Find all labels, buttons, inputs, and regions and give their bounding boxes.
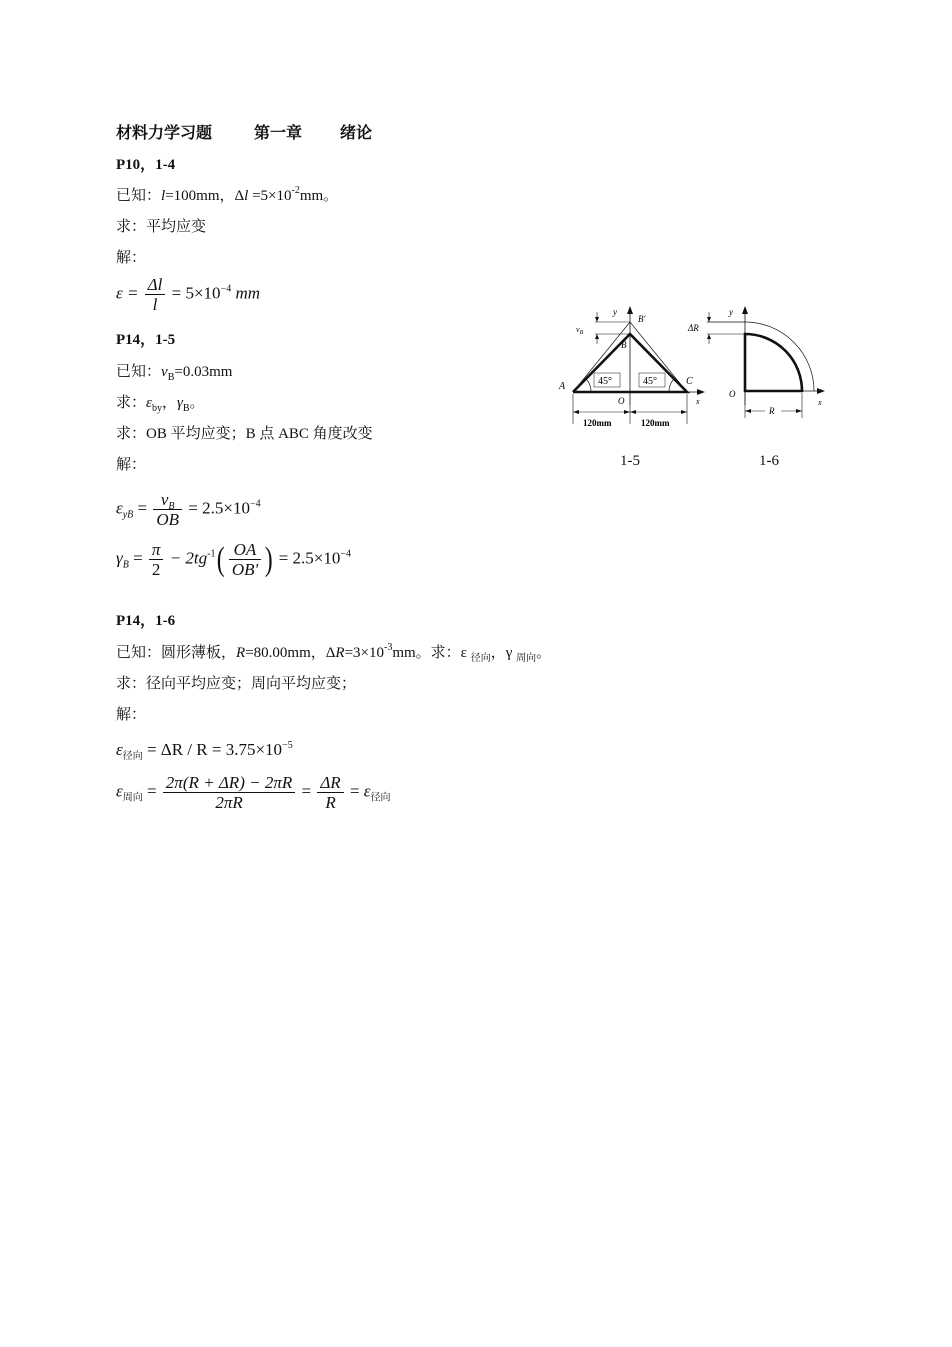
eq2-lhs: ε: [116, 781, 123, 801]
label-a: A: [559, 381, 566, 392]
eq2-denominator: 2: [149, 559, 164, 579]
eq-denominator: l: [145, 294, 166, 314]
eq1-lhs-subscript: 径向: [122, 751, 143, 762]
dl-value: =5×10: [248, 188, 292, 204]
gamma-symbol: γ: [176, 395, 183, 411]
dr-unit: mm。求：ε: [392, 645, 467, 661]
eq2-end: ε: [363, 781, 371, 801]
known-prefix: 已知：圆形薄板，: [116, 645, 237, 661]
known-prefix: 已知：: [116, 188, 162, 204]
separator: ，: [161, 395, 177, 411]
angle-arc-right: [669, 379, 674, 392]
eq2-arctan-exponent: -1: [207, 548, 216, 560]
problem-1-4-equation: [116, 275, 260, 314]
label-x: x: [818, 398, 822, 407]
eq2-denominator-2: R: [317, 792, 343, 812]
r-value: =80.00mm，Δ: [245, 645, 336, 661]
var-dl: l: [244, 188, 249, 204]
r-arrow-right: [796, 409, 802, 413]
var-l: l: [161, 188, 166, 204]
eq2-exponent: −4: [340, 548, 352, 560]
eps-symbol: ε: [146, 395, 152, 411]
find-prefix: 求：: [116, 395, 147, 411]
separator-gamma: ，γ: [490, 645, 513, 661]
eq2-fraction: [163, 773, 295, 812]
figure-1-6-caption: 1-6: [759, 453, 779, 469]
dim-arrow-1: [573, 410, 579, 414]
label-dr: ΔR: [688, 323, 699, 333]
eq-lhs: ε =: [116, 283, 139, 303]
eq1-exponent: −5: [282, 740, 293, 751]
var-vb: v: [161, 364, 168, 380]
label-r: R: [769, 406, 775, 416]
problem-1-4-find: 求：平均应变: [116, 219, 207, 235]
vb-subscript: B: [167, 372, 175, 383]
eq1-lhs-subscript: yB: [122, 509, 134, 521]
label-vb: [576, 325, 584, 336]
title-topic: 绪论: [340, 125, 373, 142]
eq-fraction: [145, 275, 166, 314]
dim-arrow-2: [624, 410, 630, 414]
eq2-inner-numerator: OA: [233, 540, 257, 559]
subscript-radial: 径向: [470, 653, 491, 664]
eq2-rhs: = 2.5×10: [278, 548, 341, 568]
dim-arrow-3: [630, 410, 636, 414]
vb-arrowhead-top: [595, 317, 599, 322]
label-x: x: [696, 397, 700, 406]
problem-1-5-equation-1: $\varepsilon_{yB}$ = $\frac{v_B}{OB}$ = $2.5\times 10^{-4}$: [116, 490, 261, 529]
l-value: =100mm，Δ: [165, 188, 245, 204]
deformed-arc: [707, 322, 814, 391]
eq2-arctan: − 2tg: [169, 548, 208, 568]
subscript-hoop: 周向: [516, 653, 537, 664]
eq1-denominator: OB: [153, 509, 182, 529]
label-o: O: [729, 389, 736, 399]
problem-1-6-equation-1: [116, 740, 293, 760]
label-c: C: [686, 376, 693, 387]
dim-right: 120mm: [641, 418, 670, 428]
gamma-subscript: B: [182, 403, 190, 414]
eq2-lhs-subscript: B: [122, 559, 129, 571]
problem-1-5-equation-2: $\gamma_B$ = $\frac{\pi}{2}$ − $2tg^{-1}$( $\frac{OA}{OB'}$ ) = $2.5\times 10^{-4}$: [116, 540, 352, 579]
eq2-numerator-2: ΔR: [320, 773, 341, 792]
eq2-end-subscript: 径向: [370, 792, 391, 804]
eq-numerator: Δl: [147, 275, 163, 294]
problem-1-6-equation-2: $\varepsilon_{周向}$ = $\frac{2\pi(R + \Delta R) - 2\pi R}{2\pi R}$ = $\frac{\Delta R}{R}$ = $\varepsilon_{径向}$: [116, 773, 391, 812]
r-arrow-left: [745, 409, 751, 413]
angle-arc-left: [586, 379, 591, 392]
eq1-rhs: = ΔR / R = 3.75×10: [146, 740, 283, 759]
problem-1-5-find-1: [116, 391, 205, 412]
label-o: O: [618, 396, 625, 406]
problem-1-5-known: [116, 360, 232, 381]
var-r: R: [236, 645, 246, 661]
eq2-inner-denominator: OB': [229, 559, 261, 579]
figure-1-6: [685, 300, 835, 425]
eq2-inner-fraction: [229, 540, 261, 579]
problem-1-4-solve: 解：: [116, 250, 147, 266]
label-vb-sub: B: [579, 330, 584, 336]
problem-1-6-known: [116, 641, 551, 662]
eq2-numerator: π: [151, 540, 161, 559]
eq1-fraction: [153, 490, 182, 529]
eq1-rhs: = 2.5×10: [188, 498, 250, 518]
vb-value: =0.03mm: [174, 364, 233, 380]
label-b-prime: B′: [638, 314, 646, 324]
dr-exponent: -3: [383, 642, 393, 653]
dl-unit: mm。: [299, 188, 339, 204]
angle-right: 45°: [643, 376, 657, 387]
problem-1-4-heading: P10，1-4: [116, 157, 176, 173]
label-y: y: [729, 307, 733, 317]
label-vb-var: v: [576, 325, 580, 334]
eq-exponent: −4: [220, 283, 232, 295]
problem-1-5-heading: P14，1-5: [116, 332, 176, 348]
known-end: 。: [536, 645, 552, 661]
problem-1-6-find: 求：径向平均应变；周向平均应变；: [116, 676, 357, 692]
dl-exponent: -2: [291, 185, 300, 196]
eq2-lhs-subscript: 周向: [122, 792, 143, 804]
page-title: [116, 120, 372, 143]
eps-subscript: by: [151, 403, 162, 414]
y-arrow: [742, 306, 748, 314]
eq2-fraction: [149, 540, 164, 579]
eq1-num-var: v: [160, 490, 169, 509]
eq2-lhs: γ: [116, 548, 123, 568]
quarter-plate: [745, 334, 802, 391]
dr-arrowhead-top: [707, 317, 711, 322]
label-b: B: [621, 340, 627, 350]
eq2-denominator: 2πR: [163, 792, 295, 812]
problem-1-5-solve: 解：: [116, 457, 147, 473]
find-end: 。: [189, 395, 205, 411]
label-y: y: [613, 307, 617, 317]
title-chapter: 第一章: [254, 125, 303, 142]
y-arrow: [627, 306, 633, 314]
angle-left: 45°: [598, 376, 612, 387]
problem-1-5-find-2: 求：OB 平均应变；B 点 ABC 角度改变: [116, 426, 373, 442]
eq-unit: mm: [235, 283, 261, 303]
eq2-fraction-2: [317, 773, 343, 812]
eq1-num-subscript: B: [168, 501, 175, 512]
dr-value: =3×10: [344, 645, 384, 661]
eq1-numerator: [153, 490, 182, 512]
figure-1-5-caption: 1-5: [620, 453, 640, 469]
problem-1-6-solve: 解：: [116, 707, 147, 723]
problem-1-4-known: [116, 184, 338, 205]
dim-left: 120mm: [583, 418, 612, 428]
eq1-lhs: ε: [116, 498, 123, 518]
problem-1-6-heading: P14，1-6: [116, 613, 176, 629]
eq1-lhs: ε: [116, 740, 123, 759]
title-book: 材料力学习题: [116, 125, 213, 142]
x-arrow: [817, 388, 825, 394]
dr-arrowhead-bottom: [707, 334, 711, 339]
known-prefix: 已知：: [116, 364, 162, 380]
var-dr: R: [335, 645, 345, 661]
eq1-exponent: −4: [249, 498, 261, 510]
eq-rhs: = 5×10: [171, 283, 221, 303]
vb-arrowhead-bottom: [595, 334, 599, 339]
eq2-numerator: 2π(R + ΔR) − 2πR: [165, 773, 293, 792]
